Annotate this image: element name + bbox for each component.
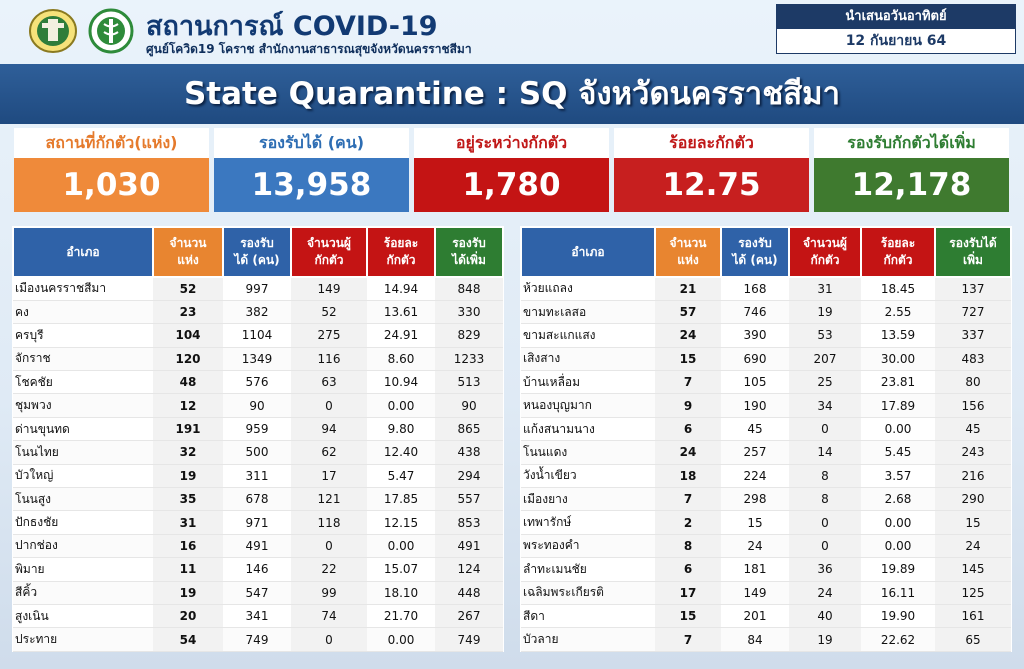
stat-value: 12.75 [614,158,809,212]
cell-additional: 124 [435,558,503,581]
cell-additional: 1233 [435,347,503,370]
cell-quarantined: 14 [789,441,861,464]
table-header-row [521,227,1011,277]
header-line: ได้ (คน) [234,253,280,267]
cell-percent: 2.55 [861,300,935,323]
cell-capacity: 84 [721,628,789,651]
table-row [521,628,1011,651]
header-line: ได้เพิ่ม [452,253,486,267]
cell-capacity: 1104 [223,324,291,347]
cell-additional: 865 [435,417,503,440]
cell-quarantined: 0 [789,511,861,534]
page-title: สถานการณ์ COVID-19 [146,11,438,42]
district-table-right [520,226,1012,652]
cell-quarantined: 19 [789,628,861,651]
header-line: แห่ง [177,253,199,267]
cell-additional: 491 [435,534,503,557]
stat-value: 13,958 [214,158,409,212]
cell-percent: 22.62 [861,628,935,651]
cell-quarantined: 94 [291,417,367,440]
cell-additional: 24 [935,534,1011,557]
header-line: กักตัว [883,253,913,267]
cell-additional: 161 [935,604,1011,627]
cell-district: เทพารักษ์ [521,511,655,534]
cell-district: โนนสูง [13,488,153,511]
cell-additional: 125 [935,581,1011,604]
cell-additional: 438 [435,441,503,464]
cell-district: สีคิ้ว [13,581,153,604]
cell-percent: 13.61 [367,300,435,323]
cell-capacity: 1349 [223,347,291,370]
cell-district: คง [13,300,153,323]
table-row [13,581,503,604]
table-row [13,534,503,557]
cell-quarantined: 22 [291,558,367,581]
cell-additional: 853 [435,511,503,534]
cell-capacity: 746 [721,300,789,323]
cell-district: เมืองนครราชสีมา [13,277,153,300]
cell-district: ครบุรี [13,324,153,347]
cell-district: เสิงสาง [521,347,655,370]
page-subtitle: ศูนย์โควิด19 โคราช สำนักงานสาธารณสุขจังหวัดนครราชสีมา [146,42,472,56]
cell-percent: 5.45 [861,441,935,464]
cell-capacity: 390 [721,324,789,347]
column-header-additional [935,227,1011,277]
header-line: แห่ง [677,253,699,267]
cell-quarantined: 0 [291,628,367,651]
cell-sites: 52 [153,277,223,300]
cell-quarantined: 63 [291,371,367,394]
cell-capacity: 181 [721,558,789,581]
stat-label: สถานที่กักตัว(แห่ง) [14,128,209,158]
cell-sites: 7 [655,488,721,511]
table-row [521,277,1011,300]
cell-percent: 12.40 [367,441,435,464]
cell-quarantined: 31 [789,277,861,300]
cell-district: ด่านขุนทด [13,417,153,440]
header-line: อำเภอ [571,244,605,259]
cell-capacity: 298 [721,488,789,511]
cell-percent: 0.00 [861,511,935,534]
cell-sites: 191 [153,417,223,440]
cell-district: สีดา [521,604,655,627]
header-line: ร้อยละ [880,236,916,250]
cell-percent: 19.89 [861,558,935,581]
cell-additional: 15 [935,511,1011,534]
cell-additional: 243 [935,441,1011,464]
cell-capacity: 971 [223,511,291,534]
cell-capacity: 149 [721,581,789,604]
header-line: อำเภอ [66,244,100,259]
cell-quarantined: 0 [291,534,367,557]
cell-district: จักราช [13,347,153,370]
cell-district: ขามสะแกแสง [521,324,655,347]
column-header-capacity [721,227,789,277]
stat-label: รองรับได้ (คน) [214,128,409,158]
cell-quarantined: 99 [291,581,367,604]
header-line: จำนวนผู้ [307,236,351,250]
provincial-office-logo-icon [28,8,78,54]
header-line: รองรับ [738,236,772,250]
cell-quarantined: 121 [291,488,367,511]
stat-quarantine-percent [614,128,809,212]
cell-sites: 23 [153,300,223,323]
header-line: รองรับ [240,236,274,250]
cell-percent: 15.07 [367,558,435,581]
cell-percent: 0.00 [367,394,435,417]
table-row [13,324,503,347]
header-line: จำนวนผู้ [803,236,847,250]
column-header-district [13,227,153,277]
cell-sites: 35 [153,488,223,511]
cell-quarantined: 17 [291,464,367,487]
cell-sites: 57 [655,300,721,323]
cell-percent: 17.85 [367,488,435,511]
cell-district: เมืองยาง [521,488,655,511]
cell-additional: 330 [435,300,503,323]
cell-district: โนนแดง [521,441,655,464]
cell-quarantined: 24 [789,581,861,604]
cell-sites: 8 [655,534,721,557]
cell-quarantined: 34 [789,394,861,417]
cell-capacity: 90 [223,394,291,417]
cell-percent: 30.00 [861,347,935,370]
stat-label: รองรับกักตัวได้เพิ่ม [814,128,1009,158]
table-row [521,488,1011,511]
table-row [521,300,1011,323]
cell-capacity: 547 [223,581,291,604]
cell-additional: 448 [435,581,503,604]
cell-district: ขามทะเลสอ [521,300,655,323]
stat-label: ร้อยละกักตัว [614,128,809,158]
table-row [521,581,1011,604]
cell-district: โชคชัย [13,371,153,394]
cell-district: ลำทะเมนชัย [521,558,655,581]
table-row [13,417,503,440]
cell-sites: 7 [655,628,721,651]
cell-percent: 0.00 [367,534,435,557]
cell-sites: 54 [153,628,223,651]
cell-additional: 290 [935,488,1011,511]
header-line: กักตัว [314,253,344,267]
cell-percent: 9.80 [367,417,435,440]
cell-district: ห้วยแถลง [521,277,655,300]
header-line: กักตัว [810,253,840,267]
header-line: ร้อยละ [383,236,419,250]
stat-additional-capacity [814,128,1009,212]
table-row [13,277,503,300]
table-row [13,371,503,394]
stat-label: อยู่ระหว่างกักตัว [414,128,609,158]
summary-stats [14,128,1010,212]
cell-sites: 21 [655,277,721,300]
header-line: จำนวน [169,236,207,250]
table-row [521,394,1011,417]
table-row [521,511,1011,534]
cell-additional: 137 [935,277,1011,300]
cell-district: หนองบุญมาก [521,394,655,417]
district-table-left [12,226,504,652]
cell-capacity: 311 [223,464,291,487]
cell-quarantined: 118 [291,511,367,534]
cell-capacity: 997 [223,277,291,300]
cell-district: แก้งสนามนาง [521,417,655,440]
cell-additional: 80 [935,371,1011,394]
cell-district: วังน้ำเขียว [521,464,655,487]
section-banner: State Quarantine : SQ จังหวัดนครราชสีมา [0,64,1024,124]
table-row [13,394,503,417]
cell-capacity: 491 [223,534,291,557]
cell-district: โนนไทย [13,441,153,464]
cell-quarantined: 275 [291,324,367,347]
cell-additional: 90 [435,394,503,417]
stat-quarantine-sites [14,128,209,212]
cell-capacity: 15 [721,511,789,534]
cell-capacity: 24 [721,534,789,557]
cell-sites: 6 [655,558,721,581]
cell-sites: 24 [655,324,721,347]
cell-additional: 483 [935,347,1011,370]
cell-percent: 24.91 [367,324,435,347]
moph-logo-icon [86,8,136,54]
cell-capacity: 168 [721,277,789,300]
cell-percent: 18.10 [367,581,435,604]
table-row [13,300,503,323]
table-row [13,628,503,651]
cell-percent: 10.94 [367,371,435,394]
cell-percent: 19.90 [861,604,935,627]
table-row [521,464,1011,487]
cell-capacity: 576 [223,371,291,394]
cell-percent: 13.59 [861,324,935,347]
column-header-capacity [223,227,291,277]
date-box [776,4,1016,54]
stat-value: 12,178 [814,158,1009,212]
cell-sites: 11 [153,558,223,581]
cell-sites: 19 [153,581,223,604]
cell-capacity: 749 [223,628,291,651]
header-line: ได้ (คน) [732,253,778,267]
cell-percent: 0.00 [367,628,435,651]
cell-additional: 65 [935,628,1011,651]
header-line: จำนวน [669,236,707,250]
cell-sites: 18 [655,464,721,487]
cell-percent: 16.11 [861,581,935,604]
cell-additional: 337 [935,324,1011,347]
cell-quarantined: 116 [291,347,367,370]
cell-additional: 156 [935,394,1011,417]
cell-additional: 557 [435,488,503,511]
cell-sites: 15 [655,347,721,370]
table-row [521,558,1011,581]
cell-percent: 2.68 [861,488,935,511]
stat-in-quarantine [414,128,609,212]
column-header-additional [435,227,503,277]
cell-quarantined: 0 [789,417,861,440]
cell-percent: 21.70 [367,604,435,627]
cell-additional: 216 [935,464,1011,487]
table-row [521,347,1011,370]
cell-sites: 32 [153,441,223,464]
column-header-sites [153,227,223,277]
column-header-district [521,227,655,277]
cell-additional: 267 [435,604,503,627]
cell-sites: 17 [655,581,721,604]
cell-percent: 8.60 [367,347,435,370]
cell-district: ปักธงชัย [13,511,153,534]
cell-capacity: 201 [721,604,789,627]
date-value: 12 กันยายน 64 [845,33,947,49]
table-row [521,324,1011,347]
cell-percent: 23.81 [861,371,935,394]
cell-sites: 104 [153,324,223,347]
cell-capacity: 45 [721,417,789,440]
cell-percent: 17.89 [861,394,935,417]
header [0,0,1024,62]
cell-capacity: 341 [223,604,291,627]
cell-district: ประทาย [13,628,153,651]
cell-quarantined: 74 [291,604,367,627]
cell-additional: 294 [435,464,503,487]
cell-percent: 14.94 [367,277,435,300]
table-row [13,558,503,581]
stat-value: 1,780 [414,158,609,212]
cell-percent: 5.47 [367,464,435,487]
cell-district: เฉลิมพระเกียรติ [521,581,655,604]
cell-additional: 749 [435,628,503,651]
cell-sites: 6 [655,417,721,440]
cell-capacity: 146 [223,558,291,581]
date-label: นำเสนอวันอาทิตย์ [777,5,1015,29]
cell-district: บัวลาย [521,628,655,651]
table-row [521,604,1011,627]
cell-additional: 45 [935,417,1011,440]
column-header-percent [861,227,935,277]
cell-capacity: 224 [721,464,789,487]
cell-percent: 3.57 [861,464,935,487]
table-header-row [13,227,503,277]
stat-value: 1,030 [14,158,209,212]
cell-sites: 20 [153,604,223,627]
cell-capacity: 678 [223,488,291,511]
cell-percent: 0.00 [861,534,935,557]
header-line: รองรับ [452,236,486,250]
cell-percent: 12.15 [367,511,435,534]
cell-additional: 145 [935,558,1011,581]
table-row [521,417,1011,440]
header-line: เพิ่ม [963,253,983,267]
cell-additional: 513 [435,371,503,394]
cell-quarantined: 0 [789,534,861,557]
cell-capacity: 690 [721,347,789,370]
cell-quarantined: 19 [789,300,861,323]
column-header-sites [655,227,721,277]
column-header-quarantined [789,227,861,277]
cell-district: ปากช่อง [13,534,153,557]
cell-quarantined: 149 [291,277,367,300]
cell-capacity: 105 [721,371,789,394]
cell-additional: 727 [935,300,1011,323]
table-row [521,534,1011,557]
table-row [521,441,1011,464]
cell-quarantined: 52 [291,300,367,323]
cell-sites: 31 [153,511,223,534]
cell-quarantined: 25 [789,371,861,394]
column-header-quarantined [291,227,367,277]
cell-sites: 16 [153,534,223,557]
cell-capacity: 959 [223,417,291,440]
stat-capacity [214,128,409,212]
cell-quarantined: 0 [291,394,367,417]
cell-district: พระทองคำ [521,534,655,557]
table-row [13,441,503,464]
cell-percent: 0.00 [861,417,935,440]
cell-quarantined: 8 [789,464,861,487]
cell-sites: 19 [153,464,223,487]
header-line: รองรับได้ [949,236,997,250]
cell-quarantined: 8 [789,488,861,511]
cell-quarantined: 207 [789,347,861,370]
cell-sites: 12 [153,394,223,417]
table-row [13,488,503,511]
cell-capacity: 382 [223,300,291,323]
table-row [13,464,503,487]
cell-quarantined: 40 [789,604,861,627]
table-row [13,511,503,534]
cell-capacity: 257 [721,441,789,464]
cell-sites: 15 [655,604,721,627]
table-row [13,604,503,627]
cell-additional: 829 [435,324,503,347]
cell-sites: 48 [153,371,223,394]
column-header-percent [367,227,435,277]
cell-district: บ้านเหลื่อม [521,371,655,394]
cell-percent: 18.45 [861,277,935,300]
cell-sites: 120 [153,347,223,370]
cell-additional: 848 [435,277,503,300]
cell-sites: 9 [655,394,721,417]
cell-sites: 2 [655,511,721,534]
table-row [521,371,1011,394]
cell-district: พิมาย [13,558,153,581]
cell-quarantined: 53 [789,324,861,347]
cell-district: ชุมพวง [13,394,153,417]
cell-capacity: 190 [721,394,789,417]
table-row [13,347,503,370]
cell-quarantined: 62 [291,441,367,464]
cell-sites: 24 [655,441,721,464]
cell-district: บัวใหญ่ [13,464,153,487]
cell-capacity: 500 [223,441,291,464]
header-line: กักตัว [386,253,416,267]
cell-sites: 7 [655,371,721,394]
cell-district: สูงเนิน [13,604,153,627]
cell-quarantined: 36 [789,558,861,581]
